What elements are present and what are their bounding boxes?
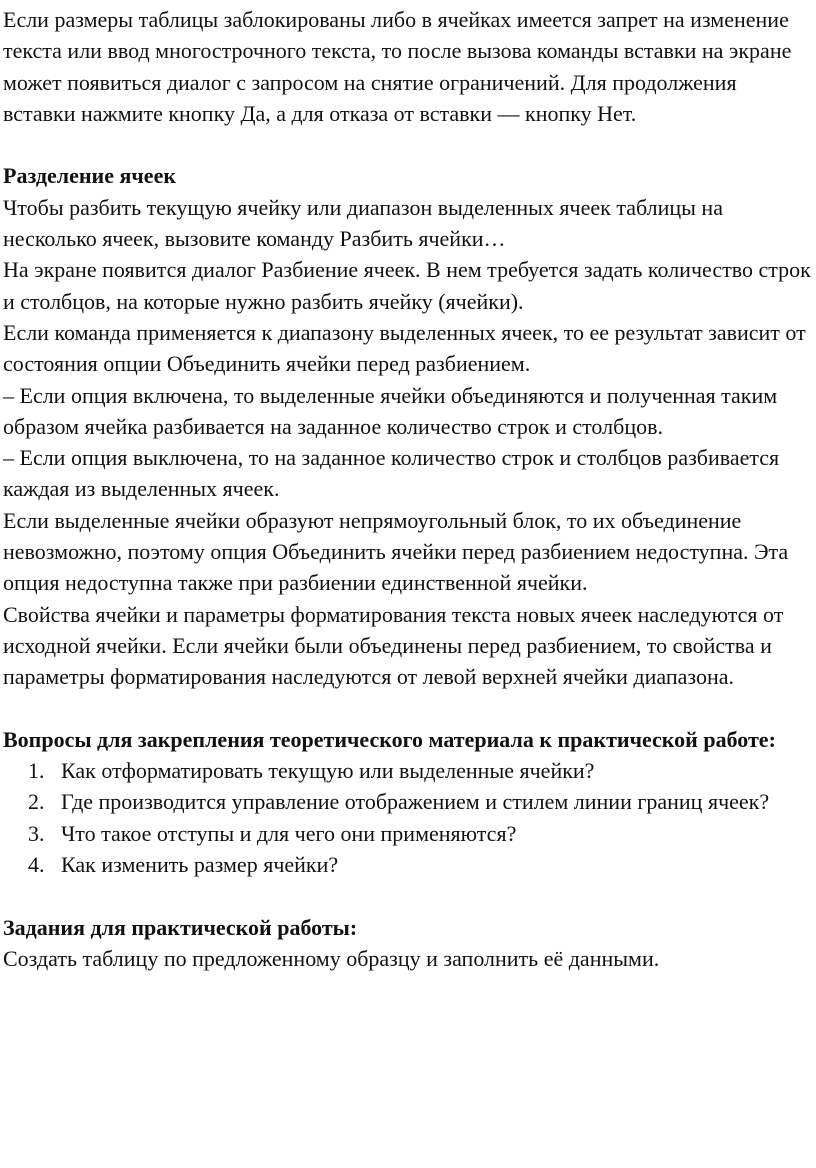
tasks-paragraph: Создать таблицу по предложенному образцу и заполнить её данными. (3, 945, 660, 971)
split-paragraph: – Если опция включена, то выделенные ячейки объединяются и полученная таким образом ячейка разбивается на заданное количество строк и столбцов. (3, 382, 778, 439)
section-heading-tasks: Задания для практической работы: (3, 914, 358, 940)
document-page (3, 4, 811, 974)
section-heading-questions: Вопросы для закрепления теоретического материала к практической работе: (3, 726, 776, 752)
split-paragraph: Свойства ячейки и параметры форматирования текста новых ячеек наследуются от исходной ячейки. Если ячейки были объединены перед разбиением, то свойства и параметры форматирования наследуются от левой верхней ячейки диапазона. (3, 601, 784, 690)
spacer (3, 880, 811, 911)
spacer (3, 693, 811, 724)
spacer (3, 129, 811, 160)
split-paragraph: Чтобы разбить текущую ячейку или диапазон выделенных ячеек таблицы на несколько ячеек, вызовите команду Разбить ячейки… (3, 194, 723, 252)
questions-list (3, 755, 811, 880)
list-item: Как изменить размер ячейки? (61, 852, 339, 878)
split-paragraph: Если команда применяется к диапазону выделенных ячеек, то ее результат зависит от состояния опции Объединить ячейки перед разбиением. (3, 319, 806, 377)
split-paragraph: Если выделенные ячейки образуют непрямоугольный блок, то их объединение невозможно, поэтому опция Объединить ячейки перед разбиением недоступна. Эта опция недоступна также при разбиении единственной ячейки. (3, 507, 789, 596)
list-item: Где производится управление отображением и стилем линии границ ячеек? (61, 789, 770, 815)
intro-paragraph: Если размеры таблицы заблокированы либо в ячейках имеется запрет на изменение текста или ввод многострочного текста, то после вызова команды вставки на экране может появиться диалог с запросом на снятие ограничений. Для продолжения вставки нажмите кнопку Да, а для отказа от вставки — кнопку Нет. (3, 7, 792, 126)
split-paragraph: – Если опция выключена, то на заданное количество строк и столбцов разбивается каждая из выделенных ячеек. (3, 445, 780, 502)
list-item: Что такое отступы и для чего они применяются? (61, 820, 517, 846)
split-paragraph: На экране появится диалог Разбиение ячеек. В нем требуется задать количество строк и столбцов, на которые нужно разбить ячейку (ячейки). (3, 257, 811, 314)
list-item: Как отформатировать текущую или выделенные ячейки? (61, 758, 595, 784)
section-heading-split: Разделение ячеек (3, 163, 177, 189)
